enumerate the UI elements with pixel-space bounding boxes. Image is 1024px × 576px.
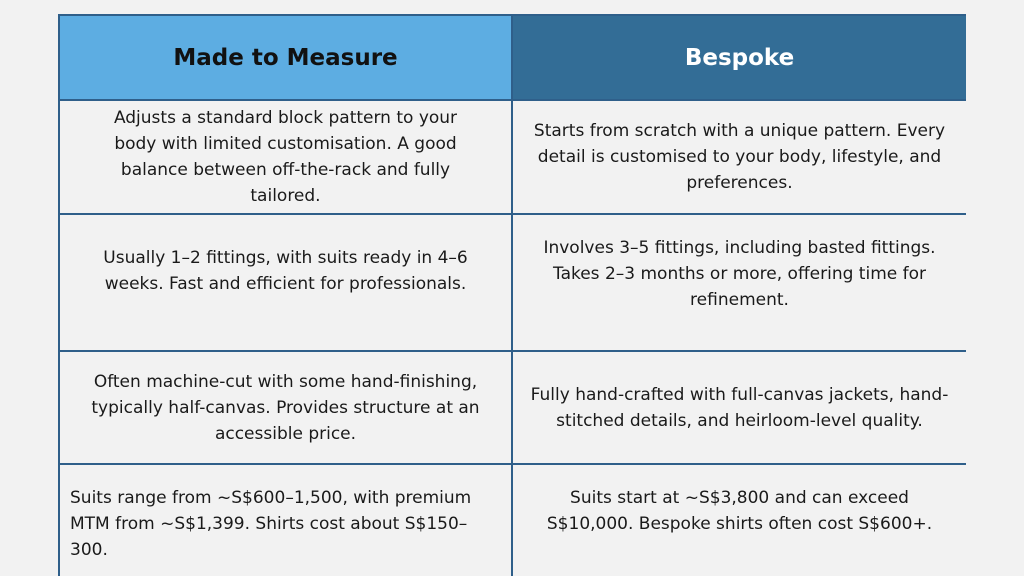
cell-text: Often machine-cut with some hand-finishing, typically half-canvas. Provides structure at an accessible price. xyxy=(91,371,480,444)
header-bespoke-label: Bespoke xyxy=(684,44,795,71)
cell-mtm-construction xyxy=(60,350,513,463)
header-made-to-measure xyxy=(60,16,513,99)
cell-bespoke-price xyxy=(513,463,966,576)
cell-bespoke-construction xyxy=(513,350,966,463)
cell-bespoke-approach xyxy=(513,99,966,213)
cell-text: Fully hand-crafted with full-canvas jackets, hand-stitched details, and heirloom-level quality. xyxy=(530,384,949,431)
cell-text: Suits start at ~S$3,800 and can exceed S$10,000. Bespoke shirts often cost S$600+. xyxy=(546,488,933,534)
cell-mtm-fittings xyxy=(60,213,513,350)
cell-text: Suits range from ~S$600–1,500, with premium MTM from ~S$1,399. Shirts cost about S$150–300. xyxy=(70,488,472,560)
header-made-to-measure-label: Made to Measure xyxy=(173,44,398,71)
cell-mtm-approach xyxy=(60,99,513,213)
cell-text: Involves 3–5 fittings, including basted fittings. Takes 2–3 months or more, offering time for refinement. xyxy=(543,238,936,310)
header-bespoke xyxy=(513,16,966,99)
cell-mtm-price xyxy=(60,463,513,576)
cell-text: Starts from scratch with a unique pattern. Every detail is customised to your body, lifestyle, and preferences. xyxy=(533,121,946,193)
cell-bespoke-fittings xyxy=(513,213,966,350)
comparison-table xyxy=(58,14,966,576)
cell-text: Adjusts a standard block pattern to your body with limited customisation. A good balance between off-the-rack and fully tailored. xyxy=(113,108,458,206)
cell-text: Usually 1–2 fittings, with suits ready in 4–6 weeks. Fast and efficient for professionals. xyxy=(103,248,468,294)
